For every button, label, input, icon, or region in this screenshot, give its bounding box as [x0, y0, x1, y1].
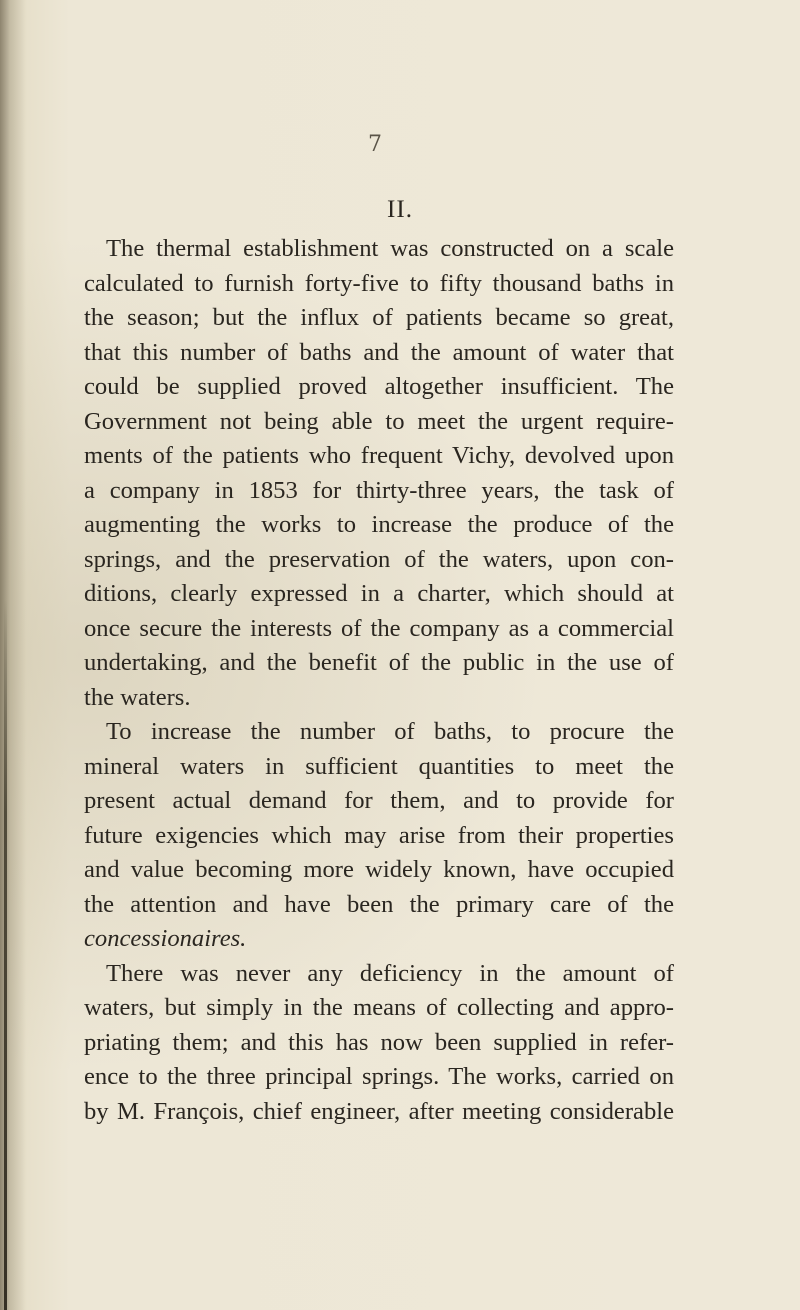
- text-line: priating them; and this has now been supplied in refer-: [84, 1028, 674, 1056]
- text-line: ments of the patients who frequent Vichy, devolved upon: [84, 442, 674, 469]
- text-line: could be supplied proved altogether insufficient. The: [84, 373, 674, 400]
- paragraph-1: [84, 232, 674, 715]
- text-line: To increase the number of baths, to procure the: [106, 718, 674, 745]
- section-heading: II.: [387, 196, 413, 223]
- text-line: undertaking, and the benefit of the public in the use of: [84, 649, 674, 676]
- text-line: that this number of baths and the amount of water that: [84, 338, 674, 366]
- text-line: a company in 1853 for thirty-three years, the task of: [84, 476, 674, 504]
- text-line: springs, and the preservation of the waters, upon con-: [84, 545, 674, 573]
- text-line: ence to the three principal springs. The works, carried on: [84, 1063, 674, 1090]
- paragraph-2: [84, 715, 674, 957]
- page-number: 7: [368, 132, 382, 157]
- text-line: Government not being able to meet the urgent require-: [84, 407, 674, 435]
- binding-edge: [4, 600, 7, 1310]
- text-line: the season; but the influx of patients became so great,: [84, 304, 674, 331]
- text-line: The thermal establishment was constructed on a scale: [106, 235, 674, 262]
- text-line: waters, but simply in the means of collecting and appro-: [84, 994, 674, 1021]
- text-line: There was never any deficiency in the amount of: [106, 959, 674, 987]
- text-line: future exigencies which may arise from their properties: [84, 821, 674, 849]
- paragraph-3: [84, 957, 674, 1130]
- text-line: once secure the interests of the company as a commercial: [84, 614, 674, 642]
- text-line: present actual demand for them, and to provide for: [84, 787, 674, 814]
- text-line: calculated to furnish forty-five to fifty thousand baths in: [84, 269, 674, 297]
- text-line: concessionaires.: [84, 925, 247, 952]
- body-text: [84, 232, 674, 1129]
- text-line: ditions, clearly expressed in a charter, which should at: [84, 580, 674, 607]
- text-line: augmenting the works to increase the produce of the: [84, 511, 674, 538]
- text-line: mineral waters in sufficient quantities to meet the: [84, 752, 674, 780]
- text-line: by M. François, chief engineer, after meeting considerable: [84, 1097, 674, 1125]
- text-line: the attention and have been the primary care of the: [84, 890, 674, 918]
- text-line: and value becoming more widely known, have occupied: [84, 856, 674, 883]
- text-line: the waters.: [84, 683, 191, 711]
